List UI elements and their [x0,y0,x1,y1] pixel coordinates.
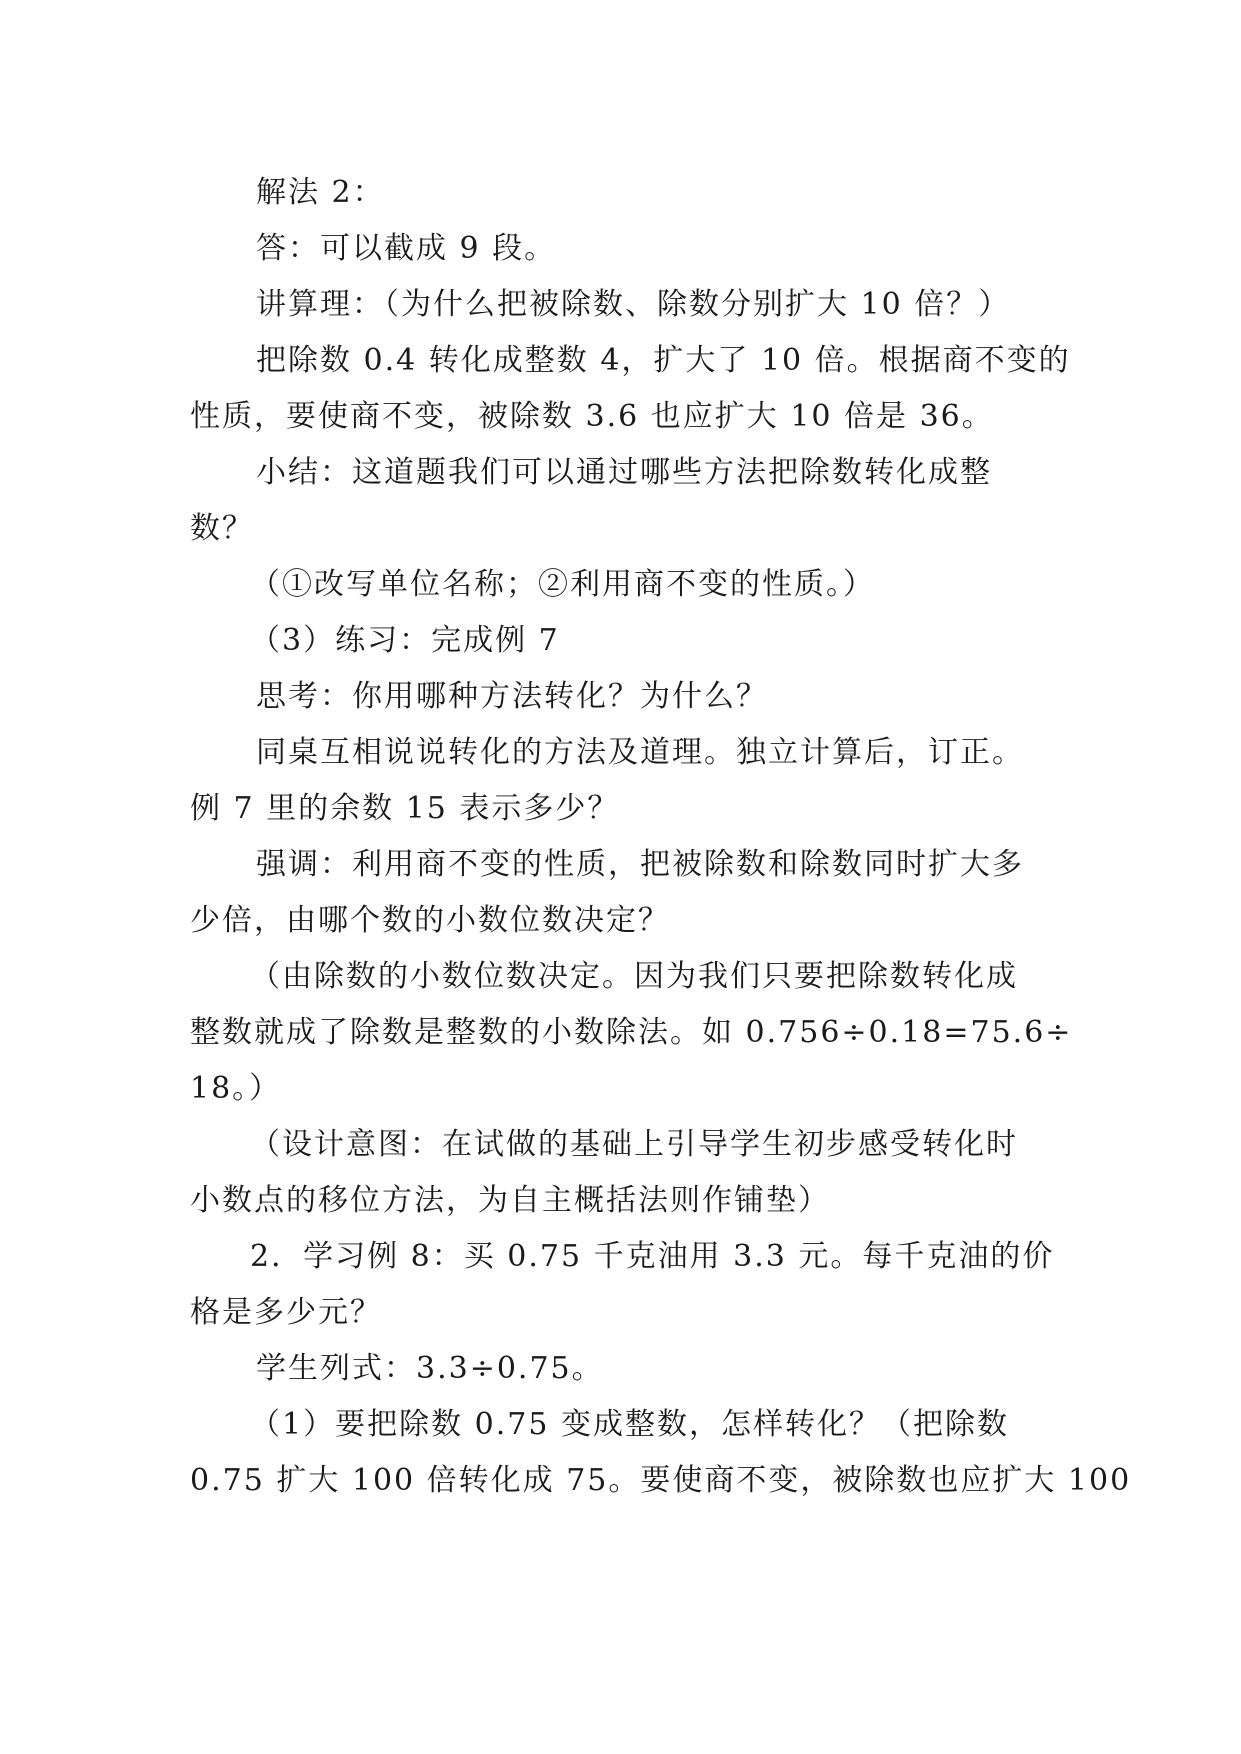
paragraph-line: 解法 2： [256,175,385,210]
paragraph-line: 学生列式：3.3÷0.75。 [256,1351,604,1386]
paragraph-line: 把除数 0.4 转化成整数 4，扩大了 10 倍。根据商不变的 [256,343,1071,378]
paragraph-line: 强调：利用商不变的性质，把被除数和除数同时扩大多 [256,847,1024,882]
paragraph-line: 少倍，由哪个数的小数位数决定？ [190,903,670,938]
paragraph-line: 2．学习例 8：买 0.75 千克油用 3.3 元。每千克油的价 [250,1239,1055,1274]
paragraph-line: 思考：你用哪种方法转化？为什么？ [256,679,768,714]
paragraph-line: 答：可以截成 9 段。 [256,231,557,266]
paragraph-line: 性质，要使商不变，被除数 3.6 也应扩大 10 倍是 36。 [190,399,994,434]
paragraph-line: （3）练习：完成例 7 [250,623,560,658]
paragraph-line: 数？ [190,511,254,546]
paragraph-line: （设计意图：在试做的基础上引导学生初步感受转化时 [250,1127,1018,1162]
paragraph-line: 0.75 扩大 100 倍转化成 75。要使商不变，被除数也应扩大 100 [190,1463,1132,1498]
paragraph-line: 整数就成了除数是整数的小数除法。如 0.756÷0.18=75.6÷ [190,1015,1073,1050]
document-page [190,165,1132,1509]
paragraph-line: 同桌互相说说转化的方法及道理。独立计算后，订正。 [256,735,1024,770]
paragraph-line: 18。） [190,1071,282,1106]
paragraph-line: （1）要把除数 0.75 变成整数，怎样转化？（把除数 [250,1407,1009,1442]
paragraph-line: 讲算理：（为什么把被除数、除数分别扩大 10 倍？） [256,287,1011,322]
paragraph-line: 小结：这道题我们可以通过哪些方法把除数转化成整 [256,455,992,490]
paragraph-line: （①改写单位名称；②利用商不变的性质。） [250,567,875,602]
paragraph-line: 格是多少元？ [190,1295,382,1330]
paragraph-line: （由除数的小数位数决定。因为我们只要把除数转化成 [250,959,1018,994]
paragraph-line: 小数点的移位方法，为自主概括法则作铺垫） [190,1183,830,1218]
paragraph-line: 例 7 里的余数 15 表示多少？ [190,791,620,826]
